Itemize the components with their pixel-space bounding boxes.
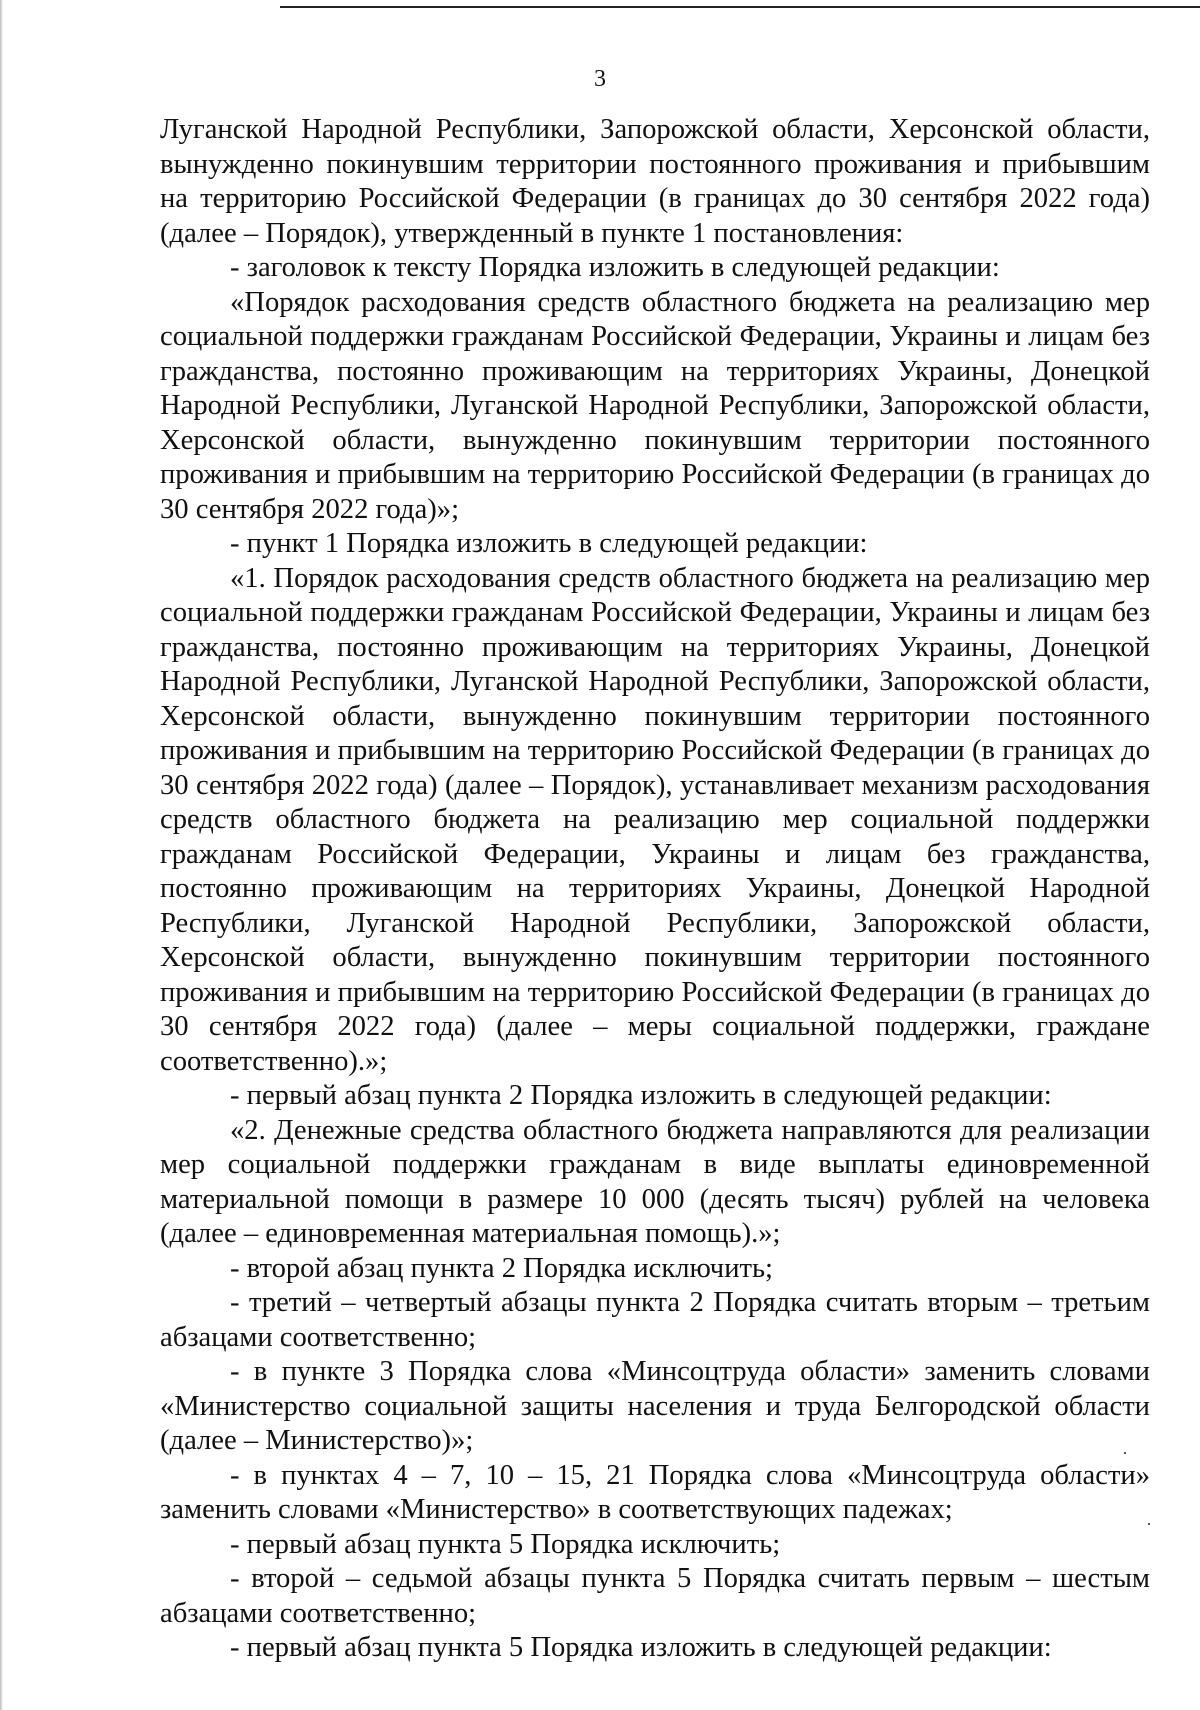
header-rule — [280, 6, 1200, 8]
paragraph-6: - первый абзац пункта 2 Порядка изложить в следующей редакции: — [230, 1080, 1052, 1111]
scan-speck — [1148, 1523, 1150, 1525]
paragraph-1: Луганской Народной Республики, Запорожской области, Херсонской области, вынужденно покинувшим территории постоянного проживания и прибывшим на территорию Российской Федерации (в границах до 30 сентября 2022 года) (далее – Порядок), утвержденный в пункте 1 постановления: — [160, 114, 1150, 249]
paragraph-7: «2. Денежные средства областного бюджета направляются для реализации мер социальной поддержки гражданам в виде выплаты единовременной материальной помощи в размере 10 000 (десять тысяч) рублей на человека (далее – единовременная материальная помощь).»; — [160, 1114, 1150, 1249]
scan-speck — [1124, 1452, 1126, 1454]
paragraph-5: «1. Порядок расходования средств областного бюджета на реализацию мер социальной поддержки гражданам Российской Федерации, Украины и лицам без гражданства, постоянно проживающим на территориях Украины, Донецкой Народной Республики, Луганской Народной Республики, Запорожской области, Херсонской области, вынужденно покинувшим территории постоянного проживания и прибывшим на территорию Российской Федерации (в границах до 30 сентября 2022 года) (далее – Порядок), устанавливает механизм расходования средств областного бюджета на реализацию мер социальной поддержки гражданам Российской Федерации, Украины и лицам без гражданства, постоянно проживающим на территориях Украины, Донецкой Народной Республики, Луганской Народной Республики, Запорожской области, Херсонской области, вынужденно покинувшим территории постоянного проживания и прибывшим на территорию Российской Федерации (в границах до 30 сентября 2022 года) (далее – меры социальной поддержки, граждане соответственно).»; — [160, 562, 1150, 1077]
paragraph-12: - первый абзац пункта 5 Порядка исключить; — [230, 1528, 781, 1560]
paragraph-4: - пункт 1 Порядка изложить в следующей редакции: — [230, 528, 868, 559]
paragraph-11: - в пунктах 4 – 7, 10 – 15, 21 Порядка слова «Минсоцтруда области» заменить словами «Министерство» в соответствующих падежах; — [160, 1459, 1150, 1525]
paragraph-8: - второй абзац пункта 2 Порядка исключить; — [230, 1252, 773, 1284]
document-body — [160, 113, 1150, 1666]
paragraph-13: - второй – седьмой абзацы пункта 5 Порядка считать первым – шестым абзацами соответственно; — [160, 1563, 1150, 1629]
paragraph-10: - в пункте 3 Порядка слова «Минсоцтруда области» заменить словами «Министерство социальной защиты населения и труда Белгородской области (далее – Министерство)»; — [160, 1356, 1150, 1456]
scan-edge — [0, 0, 3, 1710]
paragraph-2: - заголовок к тексту Порядка изложить в следующей редакции: — [230, 252, 1000, 283]
paragraph-9: - третий – четвертый абзацы пункта 2 Порядка считать вторым – третьим абзацами соответственно; — [160, 1287, 1150, 1353]
paragraph-14: - первый абзац пункта 5 Порядка изложить в следующей редакции: — [230, 1632, 1052, 1663]
paragraph-3: «Порядок расходования средств областного бюджета на реализацию мер социальной поддержки гражданам Российской Федерации, Украины и лицам без гражданства, постоянно проживающим на территориях Украины, Донецкой Народной Республики, Луганской Народной Республики, Запорожской области, Херсонской области, вынужденно покинувшим территории постоянного проживания и прибывшим на территорию Российской Федерации (в границах до 30 сентября 2022 года)»; — [160, 286, 1150, 525]
page-number: 3 — [594, 66, 606, 92]
